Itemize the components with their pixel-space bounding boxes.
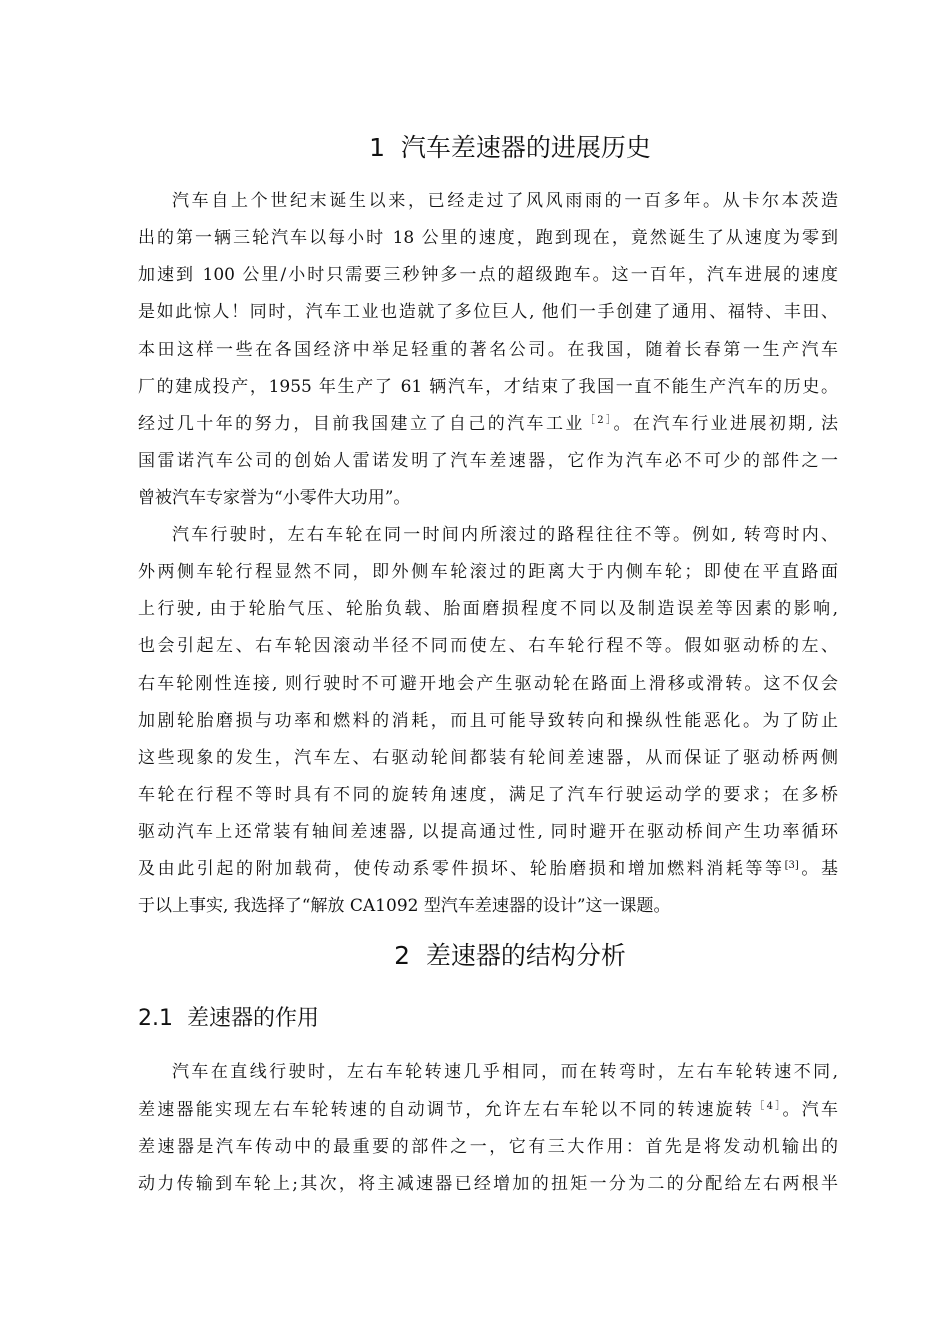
p3-line-2 <box>138 1099 838 1121</box>
p3-line-2-text-a: 差速器能实现左右车轮转速的自动调节，允许左右车轮以不同的转速旋转 <box>138 1100 755 1120</box>
p2-line-2: 外两侧车轮行程显然不同，即外侧车轮滚过的距离大于内侧车轮；即使在平直路面 <box>138 562 838 582</box>
p2-line-7: 这些现象的发生，汽车左、右驱动轮间都装有轮间差速器，从而保证了驱动桥两侧 <box>138 748 838 768</box>
p1-line-8: 国雷诺汽车公司的创始人雷诺发明了汽车差速器，它作为汽车必不可少的部件之一 <box>138 451 838 471</box>
section-1-title: 汽车差速器的进展历史 <box>400 133 651 162</box>
p2-line-8: 车轮在行程不等时具有不同的旋转角速度，满足了汽车行驶运动学的要求；在多桥 <box>138 785 838 805</box>
p1-line-7-text-a: 经过几十年的努力，目前我国建立了自己的汽车工业 <box>138 414 585 434</box>
section-2-number: 2 <box>394 941 410 970</box>
p1-line-9: 曾被汽车专家誉为“小零件大功用”。 <box>138 488 411 508</box>
p2-line-6: 加剧轮胎磨损与功率和燃料的消耗，而且可能导致转向和操纵性能恶化。为了防止 <box>138 711 838 731</box>
subsection-2-1-title: 差速器的作用 <box>187 1006 320 1031</box>
p2-line-1: 汽车行驶时，左右车轮在同一时间内所滚过的路程往往不等。例如, 转弯时内、 <box>172 525 838 545</box>
p3-line-1: 汽车在直线行驶时，左右车轮转速几乎相同，而在转弯时，左右车轮转速不同, <box>172 1062 838 1082</box>
p3-line-2-text-b: 。汽车 <box>782 1100 839 1120</box>
p3-line-4: 动力传输到车轮上;其次，将主减速器已经增加的扭矩一分为二的分配给左右两根半 <box>138 1174 838 1194</box>
p2-line-5: 右车轮刚性连接, 则行驶时不可避开地会产生驱动轮在路面上滑移或滑转。这不仅会 <box>138 674 838 694</box>
section-1-number: 1 <box>369 133 385 162</box>
p1-line-5: 本田这样一些在各国经济中举足轻重的著名公司。在我国，随着长春第一生产汽车 <box>138 340 838 360</box>
section-2-title: 差速器的结构分析 <box>425 941 626 970</box>
citation-3: [3] <box>784 860 799 871</box>
p2-line-11: 于以上事实, 我选择了“解放 CA1092 型汽车差速器的设计”这一课题。 <box>138 896 671 916</box>
p1-line-3: 加速到 100 公里/小时只需要三秒钟多一点的超级跑车。这一百年，汽车进展的速度 <box>138 265 838 285</box>
p2-line-10 <box>138 858 838 880</box>
p1-line-2: 出的第一辆三轮汽车以每小时 18 公里的速度，跑到现在，竟然诞生了从速度为零到 <box>138 228 838 248</box>
section-2-heading <box>0 941 950 971</box>
section-1-heading <box>0 133 950 163</box>
p1-line-6: 厂的建成投产，1955 年生产了 61 辆汽车，才结束了我国一直不能生产汽车的历史。 <box>138 377 838 397</box>
p2-line-10-text-b: 。基 <box>798 859 839 879</box>
p3-line-3: 差速器是汽车传动中的最重要的部件之一，它有三大作用：首先是将发动机输出的 <box>138 1137 838 1157</box>
p2-line-9: 驱动汽车上还常装有轴间差速器, 以提高通过性, 同时避开在驱动桥间产生功率循环 <box>138 822 838 842</box>
p1-line-7 <box>138 413 838 435</box>
p2-line-3: 上行驶, 由于轮胎气压、轮胎负载、胎面磨损程度不同以及制造误差等因素的影响, <box>138 599 838 619</box>
p2-line-4: 也会引起左、右车轮因滚动半径不同而使左、右车轮行程不等。假如驱动桥的左、 <box>138 636 838 656</box>
p1-line-7-text-b: 。在汽车行业进展初期, 法 <box>613 414 838 434</box>
p2-line-10-text-a: 及由此引起的附加载荷，使传动系零件损坏、轮胎磨损和增加燃料消耗等等 <box>138 859 785 879</box>
p1-line-4: 是如此惊人！同时，汽车工业也造就了多位巨人, 他们一手创建了通用、福特、丰田、 <box>138 302 838 322</box>
subsection-2-1-number: 2.1 <box>138 1006 173 1031</box>
subsection-2-1-heading <box>138 1005 319 1033</box>
p1-line-1: 汽车自上个世纪末诞生以来，已经走过了风风雨雨的一百多年。从卡尔本茨造 <box>172 191 838 211</box>
citation-2: ［2］ <box>584 415 614 426</box>
citation-4: ［4］ <box>754 1101 783 1112</box>
